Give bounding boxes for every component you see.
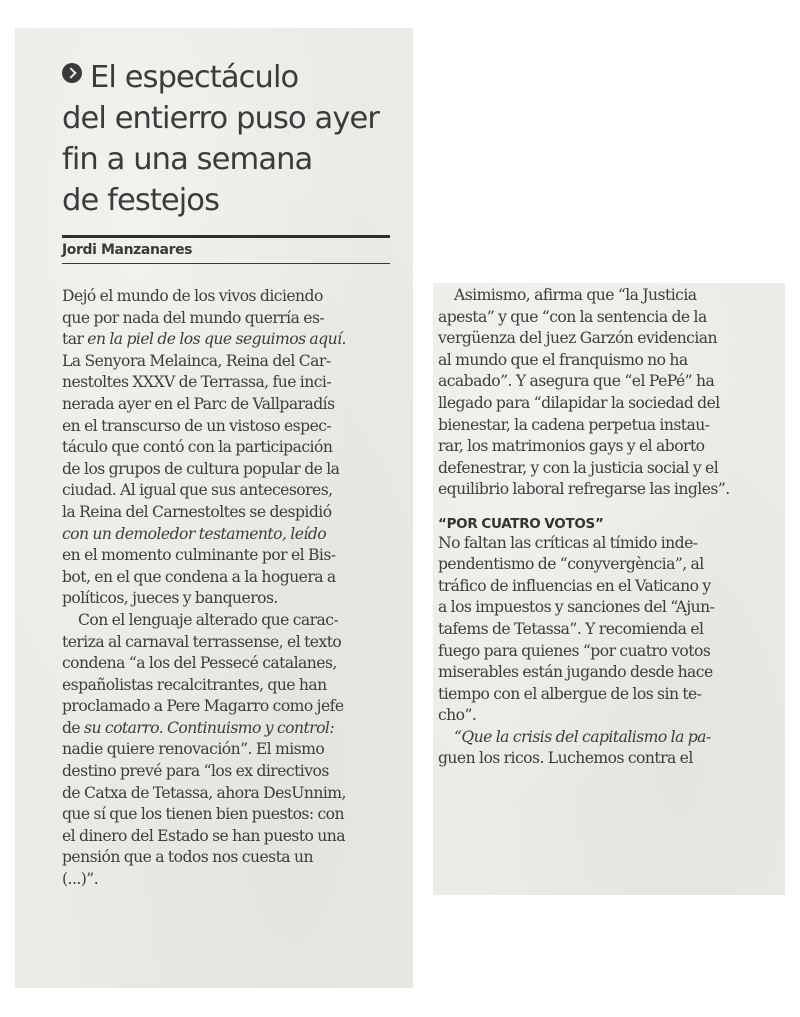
text-fragment: tar [62,330,88,349]
text-line: políticos, jueces y banqueros. [62,589,278,608]
text-line: ciudad. Al igual que sus antecesores, [62,481,333,500]
text-line: pendentismo de “conyvergència”, al [438,555,704,574]
headline-line-2: del entierro puso ayer [62,101,379,136]
text-line: teriza al carnaval terrassense, el texto [62,632,342,651]
text-line: destino prevé para “los ex directivos [62,762,329,781]
text-line: que sí que los tienen bien puestos: con [62,805,344,824]
text-line: bot, en el que condena a la hoguera a [62,567,336,586]
text-line: guen los ricos. Luchemos contra el [438,749,693,768]
text-line: tráfico de influencias en el Vaticano y [438,576,711,595]
text-line: defenestrar, y con la justicia social y el [438,458,719,477]
right-column-text [438,285,778,770]
text-line: nestoltes XXXV de Terrassa, fue inci- [62,373,332,392]
arrow-right-circle-icon [62,63,82,83]
text-line: (...)”. [62,870,99,889]
text-line: españolistas recalcitrantes, que han [62,675,327,694]
italic-fragment: con un demoledor testamento, leído [62,524,327,543]
text-line: Con el lenguaje alterado que carac- [78,610,339,629]
text-line: el dinero del Estado se han puesto una [62,826,346,845]
text-fragment: de [62,718,85,737]
text-line: de Catxa de Tetassa, ahora DesUnnim, [62,783,346,802]
left-column-text [62,286,402,891]
text-line: en el transcurso de un vistoso espec- [62,416,332,435]
italic-fragment: su cotarro. Continuismo y control: [84,718,335,737]
text-line: al mundo que el franquismo no ha [438,350,688,369]
text-line [62,718,402,740]
text-line: acabado”. Y asegura que “el PePé” ha [438,372,715,391]
text-line: proclamado a Pere Magarro como jefe [62,697,344,716]
text-line [438,727,778,749]
headline-line-4: de festejos [62,183,220,218]
text-line: llegado para “dilapidar la sociedad del [438,393,720,412]
text-line [62,524,402,546]
subhead: “POR CUATRO VOTOS” [438,515,604,532]
text-line: bienestar, la cadena perpetua instau- [438,415,710,434]
text-line: a los impuestos y sanciones del “Ajun- [438,598,715,617]
text-line: Asimismo, afirma que “la Justicia [454,286,697,304]
byline: Jordi Manzanares [62,242,193,258]
section-gap [438,501,778,511]
text-line: táculo que contó con la participación [62,438,333,457]
italic-fragment: “Que la crisis del capitalismo la pa- [454,727,711,746]
text-line: rar, los matrimonios gays y el aborto [438,437,705,456]
italic-fragment: en la piel de los que seguimos aquí. [87,330,346,349]
byline-rule-bottom [62,263,390,264]
text-line: nerada ayer en el Parc de Vallparadís [62,394,335,413]
text-line: nadie quiere renovación”. El mismo [62,740,325,759]
headline [62,57,402,221]
text-line: la Reina del Carnestoltes se despidió [62,502,332,521]
text-line: vergüenza del juez Garzón evidencian [438,329,718,348]
text-line: miserables están jugando desde hace [438,663,713,682]
text-line: La Senyora Melainca, Reina del Car- [62,351,331,370]
text-line: tiempo con el albergue de los sin te- [438,684,702,703]
text-line: No faltan las críticas al tímido inde- [438,533,698,552]
text-line [62,329,402,351]
text-line: fuego para quienes “por cuatro votos [438,641,711,660]
text-line: en el momento culminante por el Bis- [62,546,336,565]
text-line: apesta” y que “con la sentencia de la [438,307,707,326]
byline-rule-top [62,235,390,238]
text-line: Dejó el mundo de los vivos diciendo [62,287,323,305]
text-line: pensión que a todos nos cuesta un [62,848,313,867]
headline-line-1 [62,57,402,98]
text-line: condena “a los del Pessecé catalanes, [62,654,337,673]
text-line: cho”. [438,706,477,725]
text-line: tafems de Tetassa”. Y recomienda el [438,619,704,638]
text-line: de los grupos de cultura popular de la [62,459,340,478]
headline-text-1: El espectáculo [90,60,299,95]
headline-line-3: fin a una semana [62,142,313,177]
text-line: equilibrio laboral refregarse las ingles”. [438,480,730,499]
text-line: que por nada del mundo querría es- [62,308,325,327]
